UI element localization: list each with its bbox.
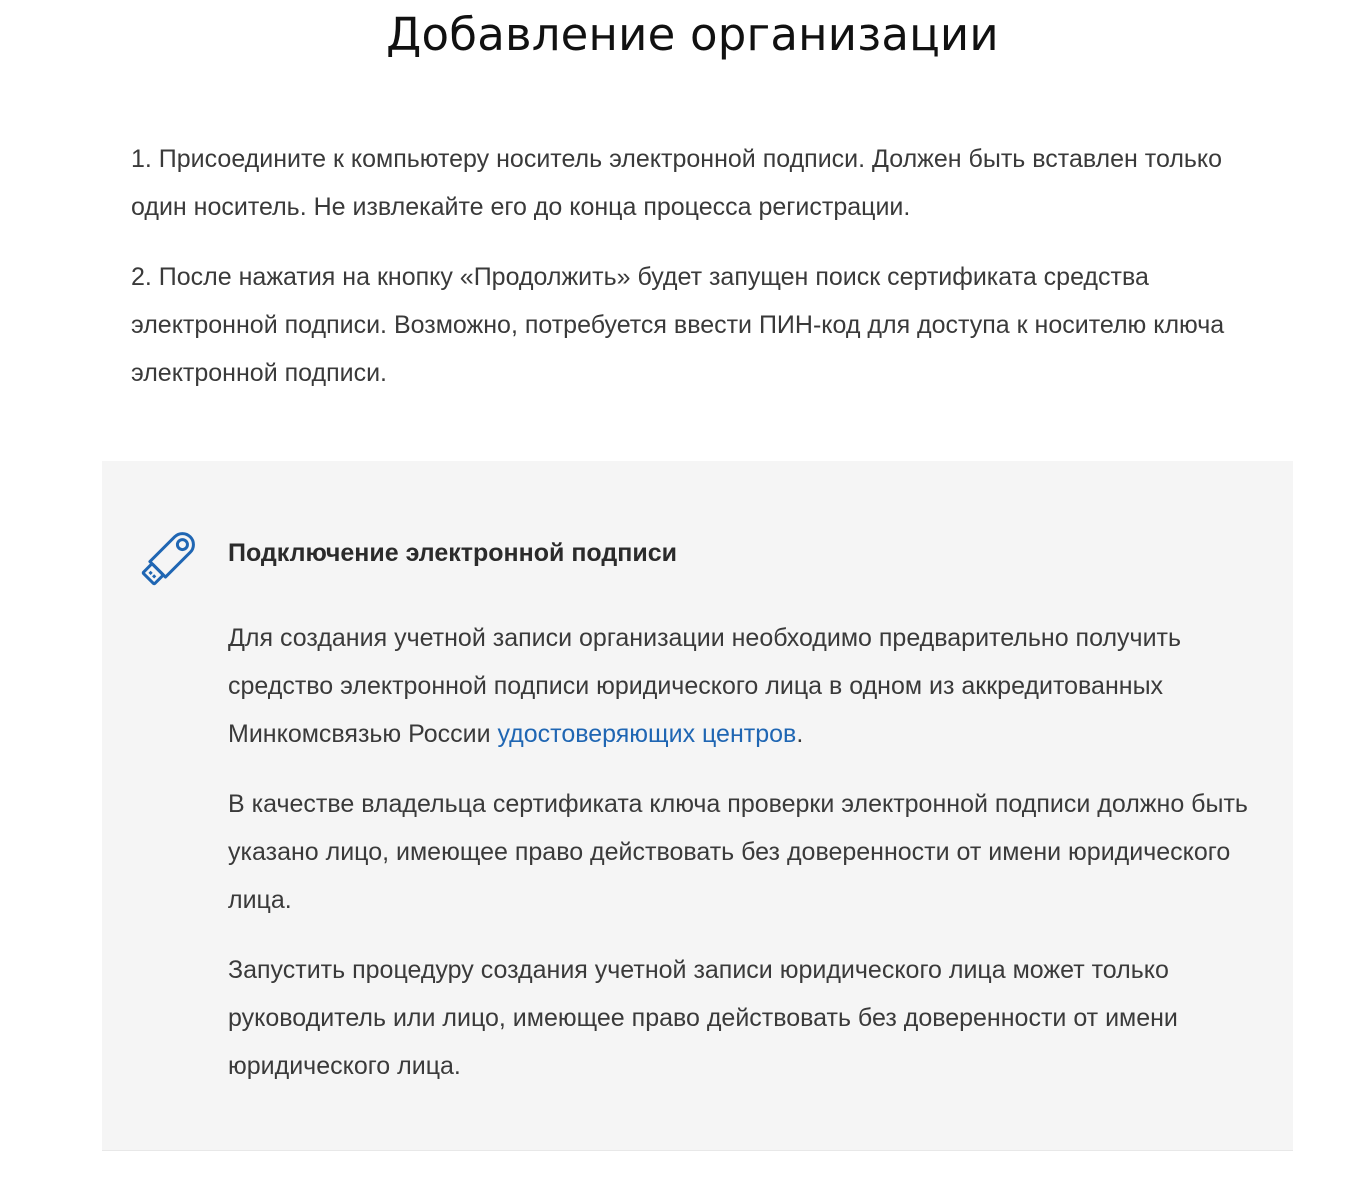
notice-paragraph-1-text: Для создания учетной записи организации необходимо предварительно получить средство электронной подписи юридического лица в одном из аккредитованных Минкомсвязью России [228, 624, 1182, 748]
notice-paragraph-2: В качестве владельца сертификата ключа проверки электронной подписи должно быть указано лицо, имеющее право действовать без доверенности от имени юридического лица. [228, 790, 1248, 914]
notice-paragraph-3: Запустить процедуру создания учетной записи юридического лица может только руководитель или лицо, имеющее право действовать без доверенности от имени юридического лица. [228, 956, 1178, 1080]
notice-paragraph-1-end: . [796, 720, 804, 748]
certification-centers-link[interactable]: удостоверяющих центров [497, 720, 797, 748]
notice-body [228, 614, 1248, 1112]
notice-title: Подключение электронной подписи [228, 539, 677, 567]
notice-paragraph-1 [228, 614, 1248, 758]
page-title: Добавление организации [386, 8, 999, 61]
instruction-step-1: 1. Присоедините к компьютеру носитель электронной подписи. Должен быть вставлен только один носитель. Не извлекайте его до конца процесса регистрации. [131, 145, 1223, 221]
usb-key-icon [136, 525, 202, 591]
signature-notice-panel [102, 461, 1293, 1151]
instructions [131, 135, 1261, 419]
instruction-step-2: 2. После нажатия на кнопку «Продолжить» будет запущен поиск сертификата средства электронной подписи. Возможно, потребуется ввести ПИН-код для доступа к носителю ключа электронной подписи. [131, 263, 1225, 387]
